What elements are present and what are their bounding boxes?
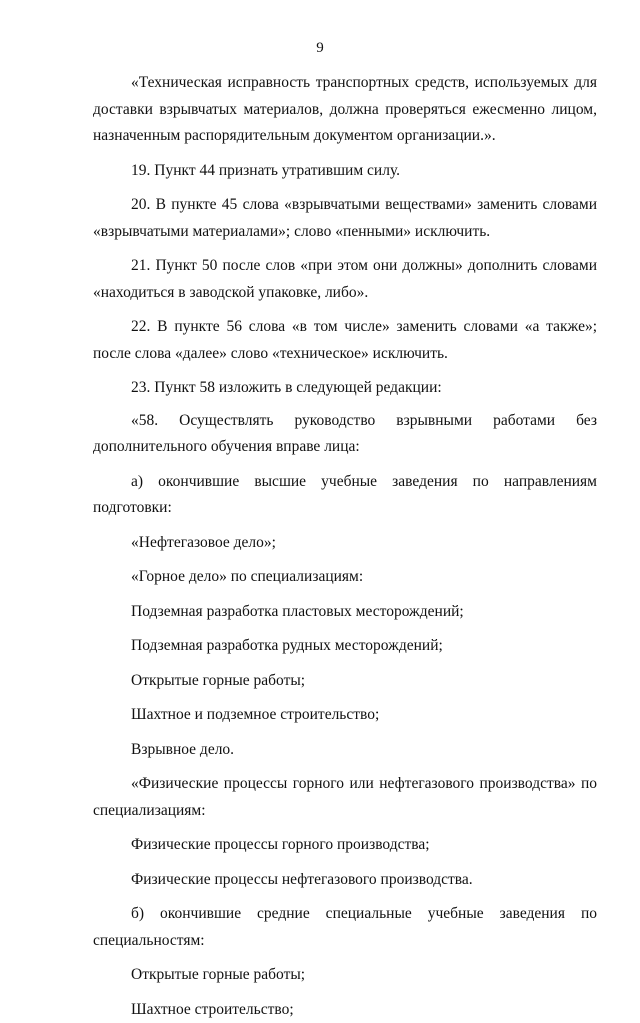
paragraph-item-23: 23. Пункт 58 изложить в следующей редакции: bbox=[93, 375, 597, 402]
list-item-oil-gas: «Нефтегазовое дело»; bbox=[93, 530, 597, 557]
list-item-blasting: Взрывное дело. bbox=[93, 737, 597, 764]
list-item-open-pit: Открытые горные работы; bbox=[93, 668, 597, 695]
list-item-shaft-construction: Шахтное строительство; bbox=[93, 997, 597, 1023]
list-item-open-pit-2: Открытые горные работы; bbox=[93, 962, 597, 989]
list-item-oil-gas-processes: Физические процессы нефтегазового производства. bbox=[93, 867, 597, 894]
paragraph-subitem-a: а) окончившие высшие учебные заведения по направлениям подготовки: bbox=[93, 469, 597, 522]
paragraph-item-22: 22. В пункте 56 слова «в том числе» заменить словами «а также»; после слова «далее» слово «техническое» исключить. bbox=[93, 314, 597, 367]
page-number: 9 bbox=[0, 40, 640, 57]
document-body bbox=[93, 70, 597, 1023]
paragraph-item-20: 20. В пункте 45 слова «взрывчатыми веществами» заменить словами «взрывчатыми материалами»; слово «пенными» исключить. bbox=[93, 192, 597, 245]
list-item-shaft-underground: Шахтное и подземное строительство; bbox=[93, 702, 597, 729]
paragraph-item-21: 21. Пункт 50 после слов «при этом они должны» дополнить словами «находиться в заводской упаковке, либо». bbox=[93, 253, 597, 306]
list-item-mining-processes: Физические процессы горного производства; bbox=[93, 832, 597, 859]
paragraph-physical-processes: «Физические процессы горного или нефтегазового производства» по специализациям: bbox=[93, 771, 597, 824]
paragraph-subitem-b: б) окончившие средние специальные учебные заведения по специальностям: bbox=[93, 901, 597, 954]
list-item-seam-deposits: Подземная разработка пластовых месторождений; bbox=[93, 599, 597, 626]
paragraph-item-19: 19. Пункт 44 признать утратившим силу. bbox=[93, 158, 597, 185]
paragraph-item-58: «58. Осуществлять руководство взрывными работами без дополнительного обучения вправе лица: bbox=[93, 408, 597, 461]
list-item-ore-deposits: Подземная разработка рудных месторождений; bbox=[93, 633, 597, 660]
paragraph-transport-condition: «Техническая исправность транспортных средств, используемых для доставки взрывчатых материалов, должна проверяться ежесменно лицом, назначенным распорядительным документом организации.». bbox=[93, 70, 597, 150]
list-item-mining: «Горное дело» по специализациям: bbox=[93, 564, 597, 591]
